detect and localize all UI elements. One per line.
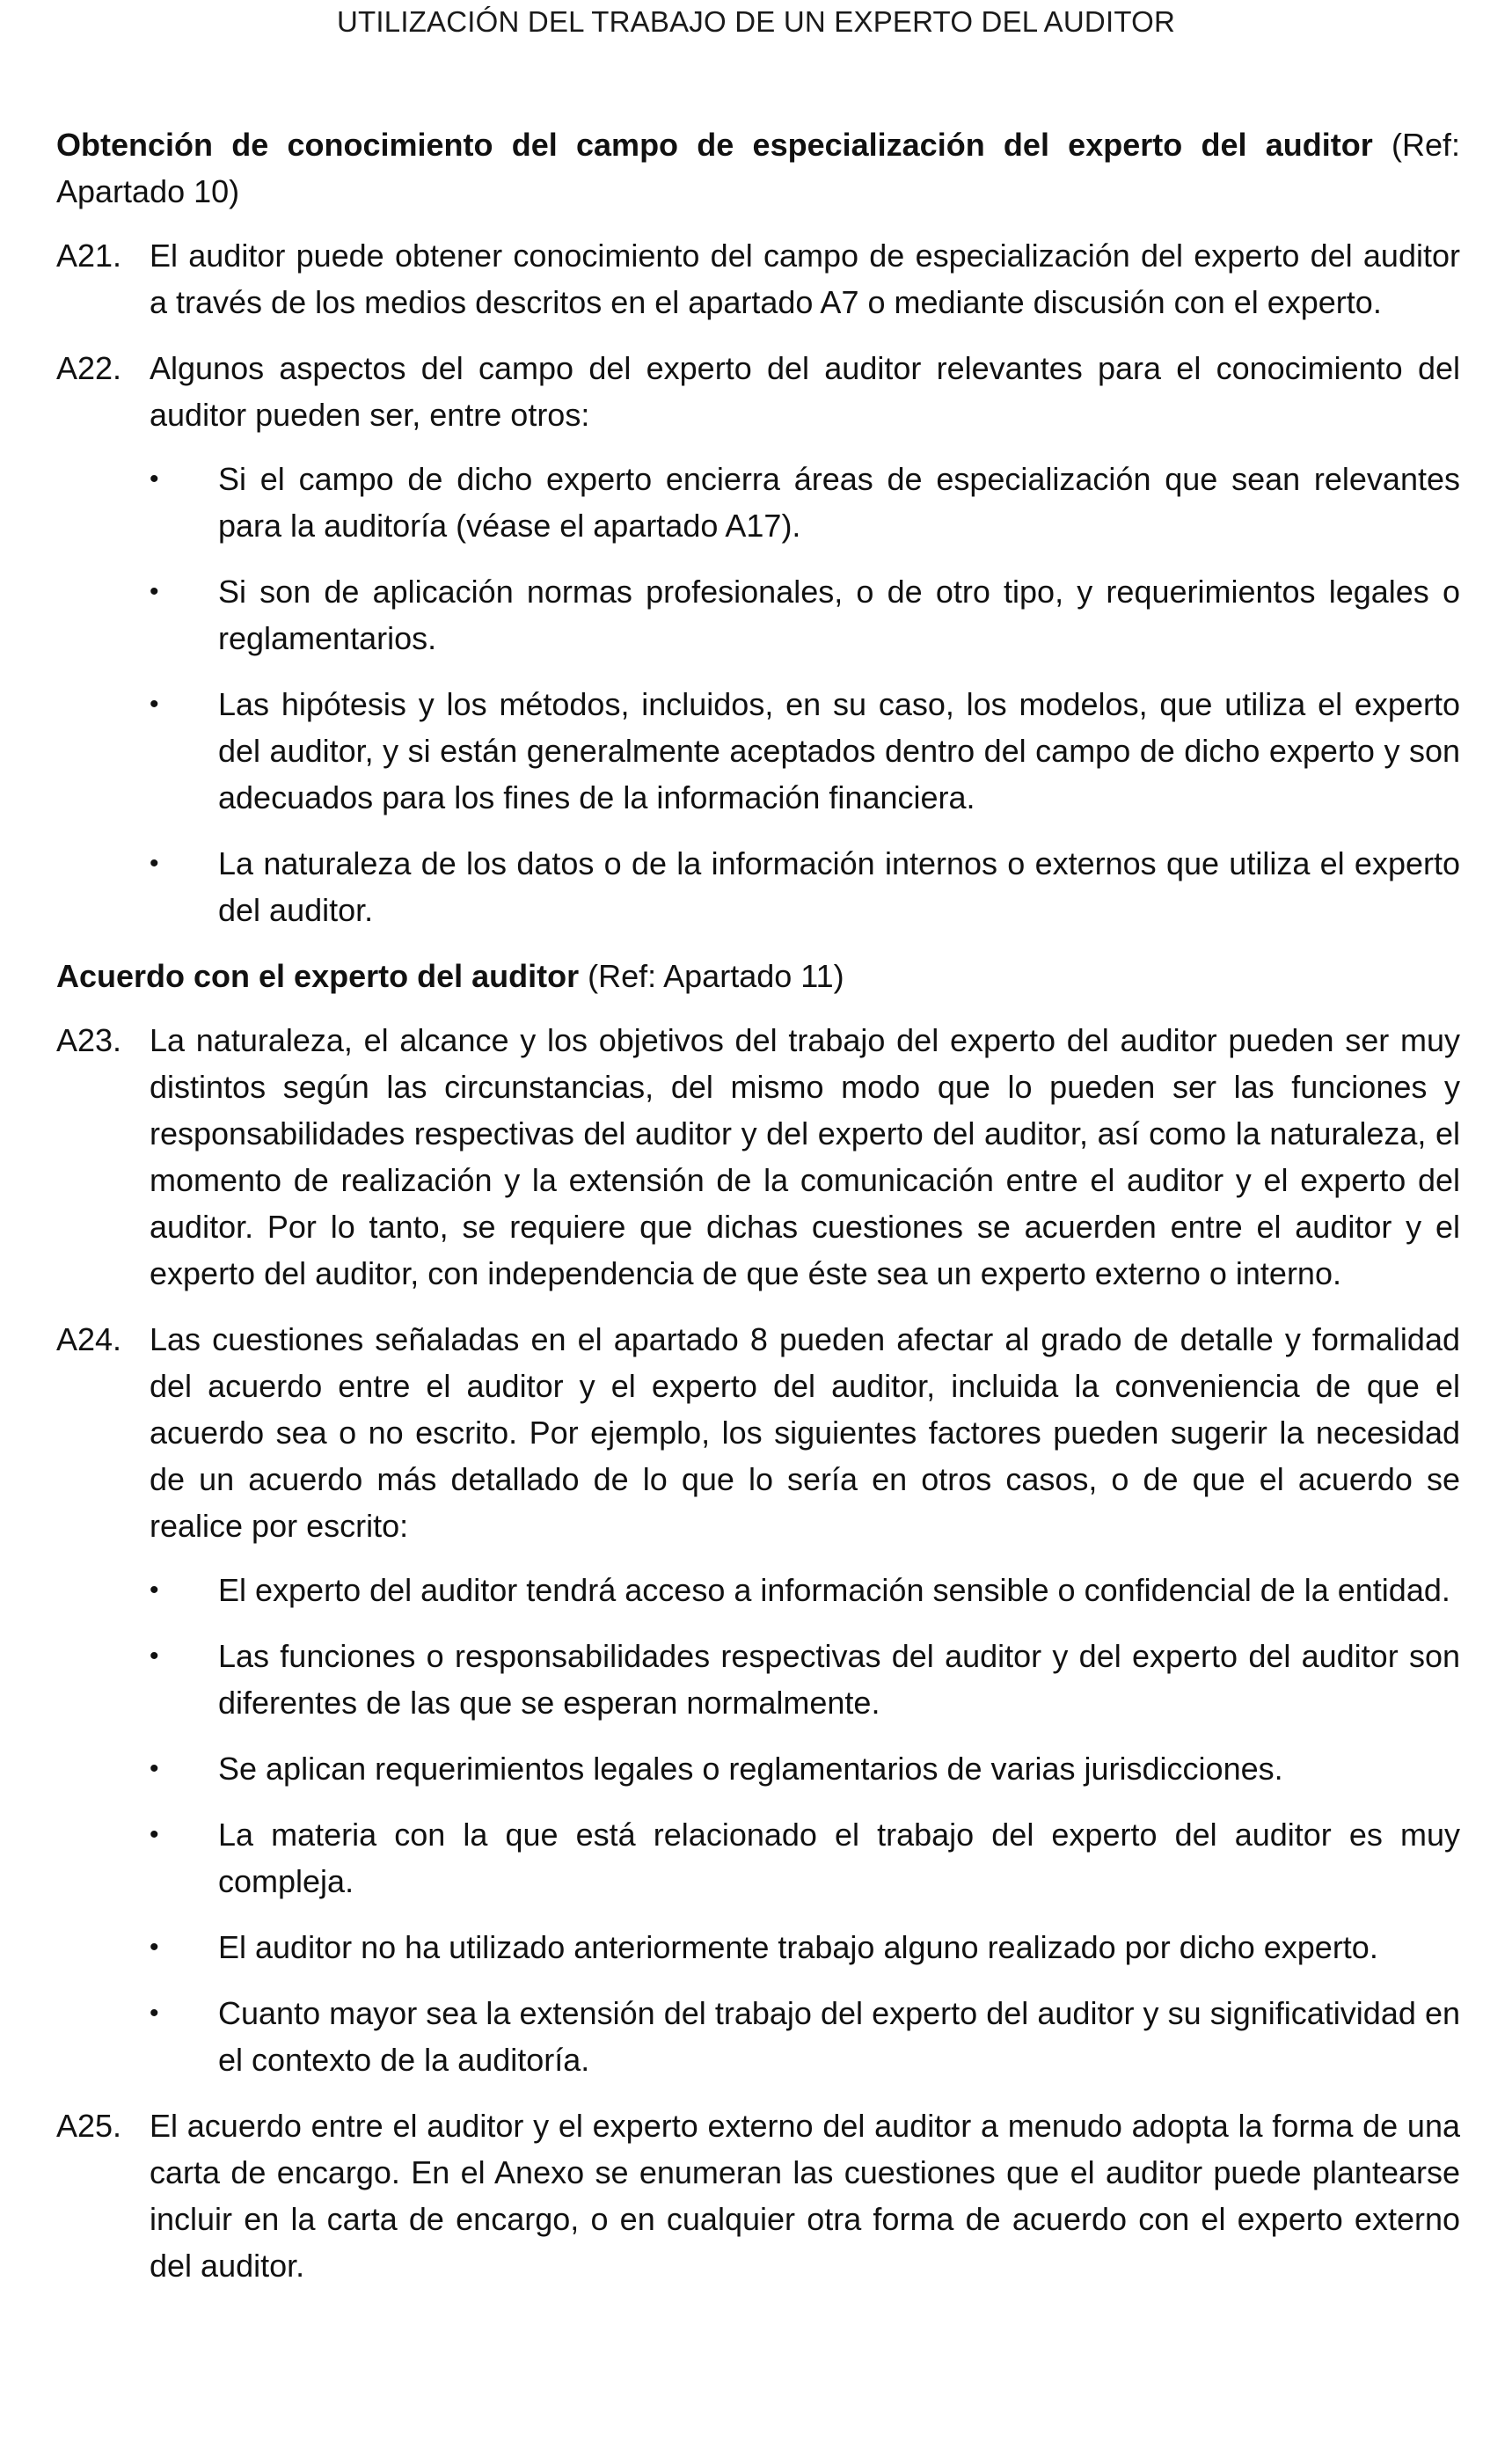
- list-item-text: Cuanto mayor sea la extensión del trabajo del experto del auditor y su significatividad en el contexto de la auditoría.: [218, 1995, 1460, 2078]
- bullet-icon: •: [150, 577, 159, 606]
- section-heading-ref: (Ref: Apartado 11): [588, 958, 844, 994]
- list-item: [150, 681, 1460, 821]
- list-item-text: Si son de aplicación normas profesionales, o de otro tipo, y requerimientos legales o reglamentarios.: [218, 574, 1460, 656]
- section-heading-ref: (Ref: Apartado 10): [56, 127, 1460, 209]
- section-heading-title: Acuerdo con el experto del auditor: [56, 958, 580, 994]
- list-item: [150, 1633, 1460, 1726]
- list-item-text: Las hipótesis y los métodos, incluidos, en su caso, los modelos, que utiliza el experto del auditor, y si están generalmente aceptados dentro del campo de dicho experto y son adecuados para los fines de la información financiera.: [218, 686, 1460, 815]
- list-item: [150, 456, 1460, 549]
- paragraph-number: A21.: [56, 238, 122, 274]
- paragraph-a24: [56, 1316, 1460, 1549]
- list-item: [150, 1990, 1460, 2083]
- bullet-icon: •: [150, 1754, 159, 1783]
- paragraph-number: A25.: [56, 2108, 122, 2144]
- bullet-icon: •: [150, 849, 159, 878]
- paragraph-text: El auditor puede obtener conocimiento del campo de especialización del experto del auditor a través de los medios descritos en el apartado A7 o mediante discusión con el experto.: [150, 238, 1460, 320]
- bullet-icon: •: [150, 1820, 159, 1849]
- list-item-text: El experto del auditor tendrá acceso a información sensible o confidencial de la entidad.: [218, 1572, 1450, 1608]
- bullet-icon: •: [150, 464, 159, 494]
- paragraph-text: Las cuestiones señaladas en el apartado 8 pueden afectar al grado de detalle y formalidad del acuerdo entre el auditor y el experto del auditor, incluida la conveniencia de que el acuerdo sea o no escrito. Por ejemplo, los siguientes factores pueden sugerir la necesidad de un acuerdo más detallado de lo que lo sería en otros casos, o de que el acuerdo se realice por escrito:: [150, 1321, 1460, 1544]
- list-item-text: La materia con la que está relacionado el trabajo del experto del auditor es muy compleja.: [218, 1817, 1460, 1899]
- list-item: [150, 1811, 1460, 1905]
- paragraph-a25: [56, 2102, 1460, 2289]
- bullet-icon: •: [150, 1576, 159, 1605]
- bullet-icon: •: [150, 1641, 159, 1671]
- list-item: [150, 1745, 1460, 1792]
- list-item: [150, 1924, 1460, 1970]
- list-item-text: El auditor no ha utilizado anteriormente trabajo alguno realizado por dicho experto.: [218, 1929, 1378, 1965]
- list-item-text: Se aplican requerimientos legales o reglamentarios de varias jurisdicciones.: [218, 1751, 1283, 1787]
- section-heading-agreement: [56, 953, 1460, 999]
- paragraph-number: A23.: [56, 1022, 122, 1058]
- bullet-icon: •: [150, 690, 159, 719]
- paragraph-text: El acuerdo entre el auditor y el experto externo del auditor a menudo adopta la forma de una carta de encargo. En el Anexo se enumeran las cuestiones que el auditor puede plantearse incluir en la carta de encargo, o en cualquier otra forma de acuerdo con el experto externo del auditor.: [150, 2108, 1460, 2284]
- bullet-list-a22: [150, 456, 1460, 933]
- section-heading-title: Obtención de conocimiento del campo de especialización del experto del auditor: [56, 127, 1373, 163]
- paragraph-a21: [56, 232, 1460, 325]
- bullet-icon: •: [150, 1933, 159, 1962]
- list-item: [150, 840, 1460, 933]
- paragraph-a22: [56, 345, 1460, 438]
- list-item: [150, 568, 1460, 662]
- paragraph-number: A22.: [56, 350, 122, 386]
- list-item-text: Las funciones o responsabilidades respectivas del auditor y del experto del auditor son diferentes de las que se esperan normalmente.: [218, 1638, 1460, 1721]
- section-heading-knowledge: [56, 121, 1460, 215]
- bullet-list-a24: [150, 1567, 1460, 2083]
- list-item: [150, 1567, 1460, 1613]
- running-header: UTILIZACIÓN DEL TRABAJO DE UN EXPERTO DEL AUDITOR: [337, 5, 1175, 38]
- paragraph-number: A24.: [56, 1321, 122, 1357]
- paragraph-a23: [56, 1017, 1460, 1297]
- paragraph-text: Algunos aspectos del campo del experto del auditor relevantes para el conocimiento del auditor pueden ser, entre otros:: [150, 350, 1460, 433]
- list-item-text: La naturaleza de los datos o de la información internos o externos que utiliza el experto del auditor.: [218, 845, 1460, 928]
- paragraph-text: La naturaleza, el alcance y los objetivos del trabajo del experto del auditor pueden ser muy distintos según las circunstancias, del mismo modo que lo pueden ser las funciones y responsabilidades respectivas del auditor y del experto del auditor, así como la naturaleza, el momento de realización y la extensión de la comunicación entre el auditor y el experto del auditor. Por lo tanto, se requiere que dichas cuestiones se acuerden entre el auditor y el experto del auditor, con independencia de que éste sea un experto externo o interno.: [150, 1022, 1460, 1291]
- bullet-icon: •: [150, 1999, 159, 2028]
- list-item-text: Si el campo de dicho experto encierra áreas de especialización que sean relevantes para la auditoría (véase el apartado A17).: [218, 461, 1460, 544]
- document-body: [56, 121, 1460, 2308]
